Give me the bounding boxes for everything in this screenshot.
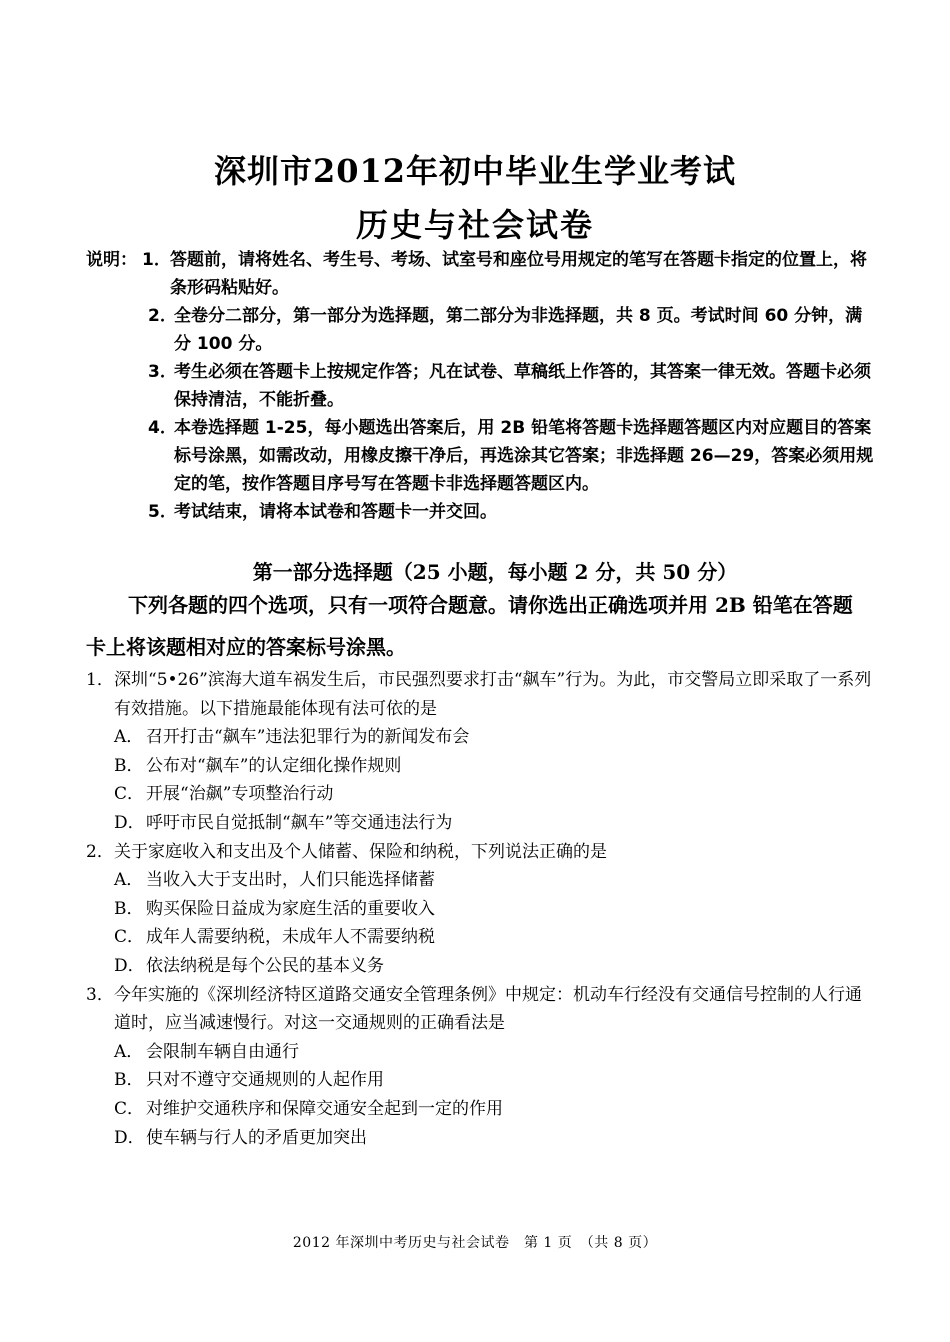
option-letter: B． (114, 1070, 144, 1091)
exam-subtitle: 历史与社会试卷 (355, 206, 594, 244)
instruction-text: 答题前，请将姓名、考生号、考场、试室号和座位号用规定的笔写在答题卡指定的位置上，将条形码粘贴好。 (170, 250, 867, 298)
question-list (86, 666, 876, 1152)
option-text: 成年人需要纳税，未成年人不需要纳税 (146, 927, 435, 948)
instruction-item (86, 414, 876, 498)
question-number: 1． (86, 670, 114, 690)
instruction-number: 2． (148, 306, 177, 326)
option-b (86, 895, 876, 924)
instruction-item (86, 358, 876, 414)
option-letter: C． (114, 784, 145, 805)
instructions-block (86, 246, 876, 526)
option-b (86, 752, 876, 781)
question-number: 2． (86, 841, 114, 862)
option-text: 公布对“飙车”的认定细化操作规则 (146, 755, 402, 776)
option-d (86, 952, 876, 981)
option-d (86, 1124, 876, 1153)
question-stem: 今年实施的《深圳经济特区道路交通安全管理条例》中规定：机动车行经没有交通信号控制的人行通道时，应当减速慢行。对这一交通规则的正确看法是 (114, 984, 862, 1034)
option-letter: C． (114, 927, 145, 948)
option-letter: B． (114, 898, 144, 919)
option-text: 依法纳税是每个公民的基本义务 (146, 955, 384, 976)
part-one-instruction (86, 584, 870, 668)
option-text: 购买保险日益成为家庭生活的重要收入 (146, 898, 435, 919)
option-text: 对维护交通秩序和保障交通安全起到一定的作用 (146, 1098, 503, 1119)
option-a (86, 866, 876, 895)
instruction-number: 3． (148, 362, 177, 382)
instruction-item (86, 498, 876, 526)
option-b (86, 1066, 876, 1095)
option-text: 只对不遵守交通规则的人起作用 (146, 1070, 384, 1091)
option-c (86, 780, 876, 809)
question-2 (86, 838, 876, 981)
instruction-text: 全卷分二部分，第一部分为选择题，第二部分为非选择题，共 8 页。考试时间 60 分钟，满分 100 分。 (174, 306, 863, 354)
option-text: 使车辆与行人的矛盾更加突出 (146, 1127, 367, 1148)
instruction-item (86, 246, 876, 302)
question-3 (86, 981, 876, 1153)
option-letter: A． (114, 870, 144, 891)
question-stem: 关于家庭收入和支出及个人储蓄、保险和纳税，下列说法正确的是 (114, 841, 607, 862)
instruction-number: 1． (142, 250, 171, 270)
instructions-label: 说明： (86, 250, 137, 270)
question-stem: 深圳“5•26”滨海大道车祸发生后，市民强烈要求打击“飙车”行为。为此，市交警局立即采取了一系列有效措施。以下措施最能体现有法可依的是 (114, 670, 872, 719)
option-letter: D． (114, 812, 145, 833)
option-text: 当收入大于支出时，人们只能选择储蓄 (146, 870, 435, 891)
option-letter: D． (114, 955, 145, 976)
option-letter: A． (114, 727, 144, 748)
option-c (86, 1095, 876, 1124)
option-c (86, 923, 876, 952)
instruction-text: 本卷选择题 1-25，每小题选出答案后，用 2B 铅笔将答题卡选择题答题区内对应题目的答案标号涂黑，如需改动，用橡皮擦干净后，再选涂其它答案；非选择题 26—29，答案必须用规定的笔，按作答题目序号写在答题卡非选择题答题区内。 (174, 418, 874, 494)
option-a (86, 723, 876, 752)
page-footer: 2012 年深圳中考历史与社会试卷 第 1 页 （共 8 页） (292, 1235, 658, 1251)
option-text: 会限制车辆自由通行 (146, 1041, 299, 1062)
option-letter: B． (114, 755, 144, 776)
instruction-number: 5． (148, 502, 177, 522)
instruction-item (86, 302, 876, 358)
option-text: 呼吁市民自觉抵制“飙车”等交通违法行为 (146, 812, 453, 833)
option-letter: D． (114, 1127, 145, 1148)
question-1 (86, 666, 876, 838)
question-number: 3． (86, 984, 114, 1005)
option-a (86, 1038, 876, 1067)
option-d (86, 809, 876, 838)
option-text: 开展“治飙”专项整治行动 (146, 784, 334, 805)
option-text: 召开打击“飙车”违法犯罪行为的新闻发布会 (146, 727, 470, 748)
part-one-heading: 第一部分选择题（25 小题，每小题 2 分，共 50 分） (252, 560, 738, 584)
instruction-text: 考试结束，请将本试卷和答题卡一并交回。 (174, 502, 497, 522)
option-letter: C． (114, 1098, 145, 1119)
instruction-text: 考生必须在答题卡上按规定作答；凡在试卷、草稿纸上作答的，其答案一律无效。答题卡必须保持清洁，不能折叠。 (174, 362, 871, 410)
option-letter: A． (114, 1041, 144, 1062)
part-one-instruction-text: 下列各题的四个选项，只有一项符合题意。请你选出正确选项并用 2B 铅笔在答题卡上将该题相对应的答案标号涂黑。 (86, 593, 853, 659)
instruction-number: 4． (148, 418, 177, 438)
exam-title: 深圳市2012年初中毕业生学业考试 (213, 152, 737, 190)
